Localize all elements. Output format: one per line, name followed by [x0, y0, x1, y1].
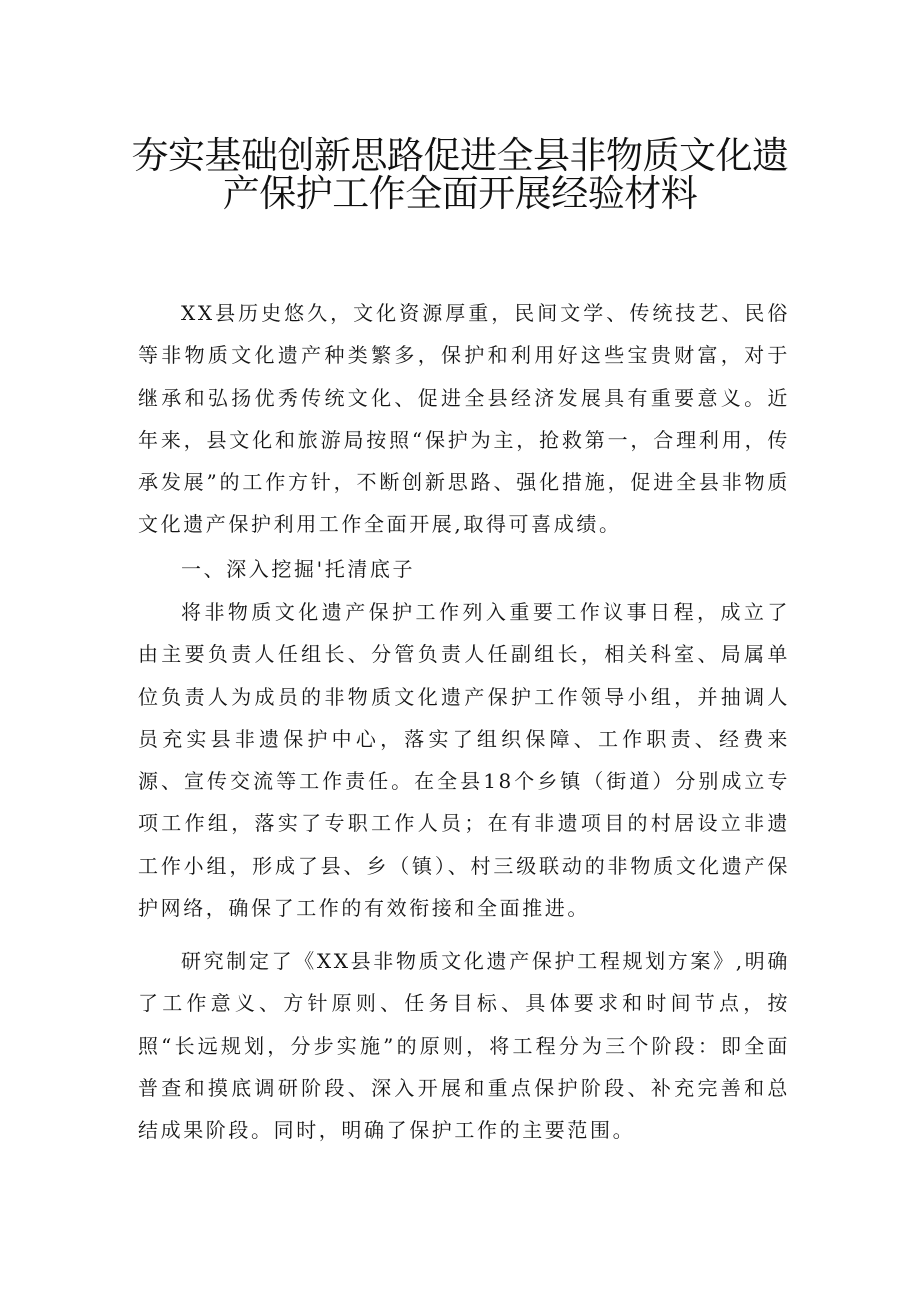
- document-title-line-2: 产保护工作全面开展经验材料: [222, 172, 698, 215]
- section-1-paragraph-1: 将非物质文化遗产保护工作列入重要工作议事日程，成立了由主要负责人任组长、分管负责人任副组长，相关科室、局属单位负责人为成员的非物质文化遗产保护工作领导小组，并抽调人员充实县非遗保护中心，落实了组织保障、工作职责、经费来源、宣传交流等工作责任。在全县18个乡镇（街道）分别成立专项工作组，落实了专职工作人员；在有非遗项目的村居设立非遗工作小组，形成了县、乡（镇）、村三级联动的非物质文化遗产保护网络，确保了工作的有效衔接和全面推进。: [138, 600, 790, 921]
- intro-paragraph: XX县历史悠久，文化资源厚重，民间文学、传统技艺、民俗等非物质文化遗产种类繁多，保护和利用好这些宝贵财富，对于继承和弘扬优秀传统文化、促进全县经济发展具有重要意义。近年来，县文化和旅游局按照“保护为主，抢救第一，合理利用，传承发展”的工作方针，不断创新思路、强化措施，促进全县非物质文化遗产保护利用工作全面开展,取得可喜成绩。: [138, 301, 790, 537]
- section-1-paragraph-2: 研究制定了《XX县非物质文化遗产保护工程规划方案》,明确了工作意义、方针原则、任务目标、具体要求和时间节点，按照“长远规划，分步实施”的原则，将工程分为三个阶段：即全面普查和摸底调研阶段、深入开展和重点保护阶段、补充完善和总结成果阶段。同时，明确了保护工作的主要范围。: [138, 949, 790, 1143]
- document-title-line-1: 夯实基础创新思路促进全县非物质文化遗: [131, 134, 789, 177]
- section-heading-1: 一、深入挖掘'托清底子: [181, 557, 416, 581]
